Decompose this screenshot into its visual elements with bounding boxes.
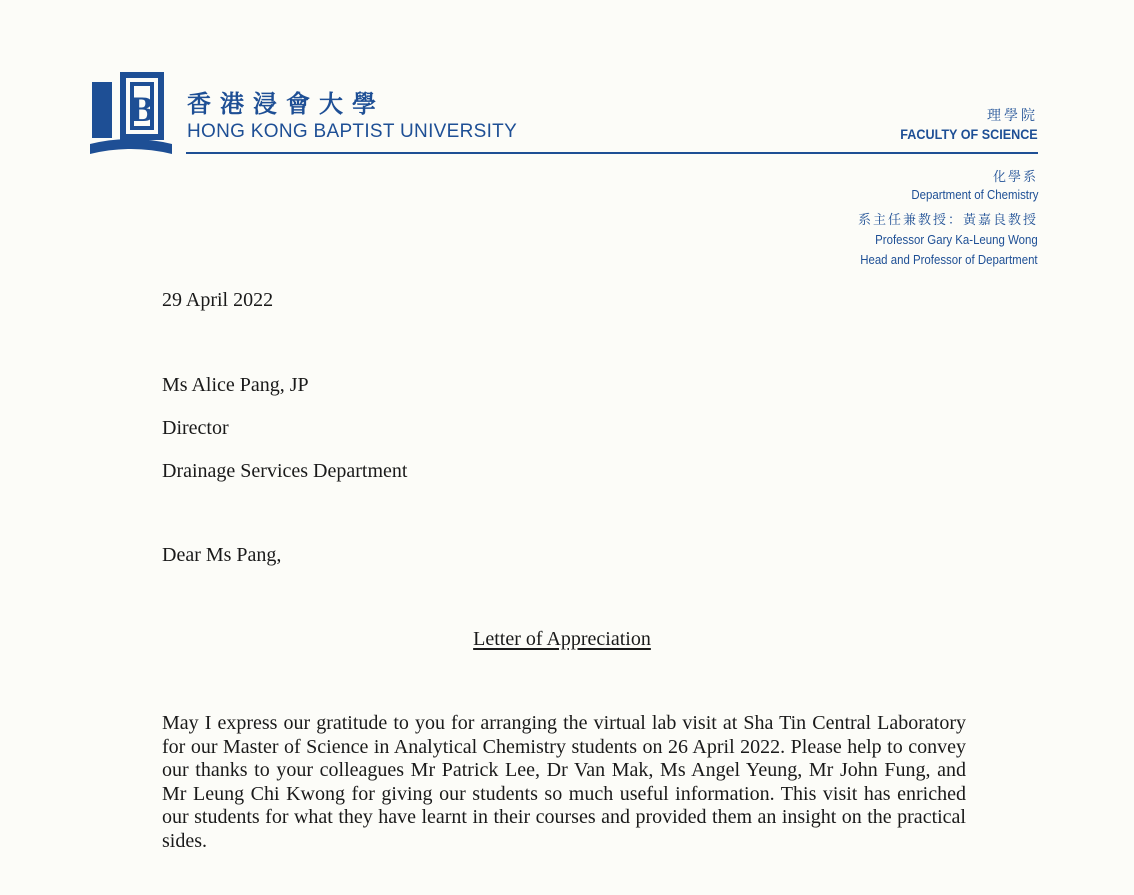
department-name-english: Department of Chemistry xyxy=(910,187,1038,202)
letter-date: 29 April 2022 xyxy=(162,289,274,311)
university-logo-icon xyxy=(90,68,172,158)
department-name-chinese: 化學系 xyxy=(992,170,1038,185)
letter-body-paragraph: May I express our gratitude to you for arranging the virtual lab visit at Sha Tin Central Laboratory for our Master of Science in Analytical Chemistry students on 26 April 2022. Please help to convey our thanks to your colleagues Mr Patrick Lee, Dr Van Mak, Ms Angel Yeung, Mr John Fung, and Mr Leung Chi Kwong for giving our students so much useful information. This visit has enriched our students for what they have learnt in their courses and provided them an insight on the practical sides. xyxy=(162,712,966,852)
recipient-name: Ms Alice Pang, JP xyxy=(162,374,309,396)
recipient-title: Director xyxy=(162,417,229,439)
university-name-english: HONG KONG BAPTIST UNIVERSITY xyxy=(187,121,518,142)
letterhead-divider xyxy=(186,152,1038,154)
salutation: Dear Ms Pang, xyxy=(162,544,282,566)
department-head-name: Professor Gary Ka-Leung Wong xyxy=(875,232,1038,247)
faculty-name-english: FACULTY OF SCIENCE xyxy=(900,126,1038,142)
faculty-name-chinese: 理學院 xyxy=(987,108,1038,124)
department-head-title: Head and Professor of Department xyxy=(860,252,1038,267)
letter-subject: Letter of Appreciation xyxy=(473,628,651,650)
svg-text:B: B xyxy=(129,89,155,129)
department-head-chinese: 系主任兼教授：黃嘉良教授 xyxy=(857,213,1038,228)
university-name-chinese: 香港浸會大學 xyxy=(187,89,385,118)
recipient-department: Drainage Services Department xyxy=(162,460,408,482)
